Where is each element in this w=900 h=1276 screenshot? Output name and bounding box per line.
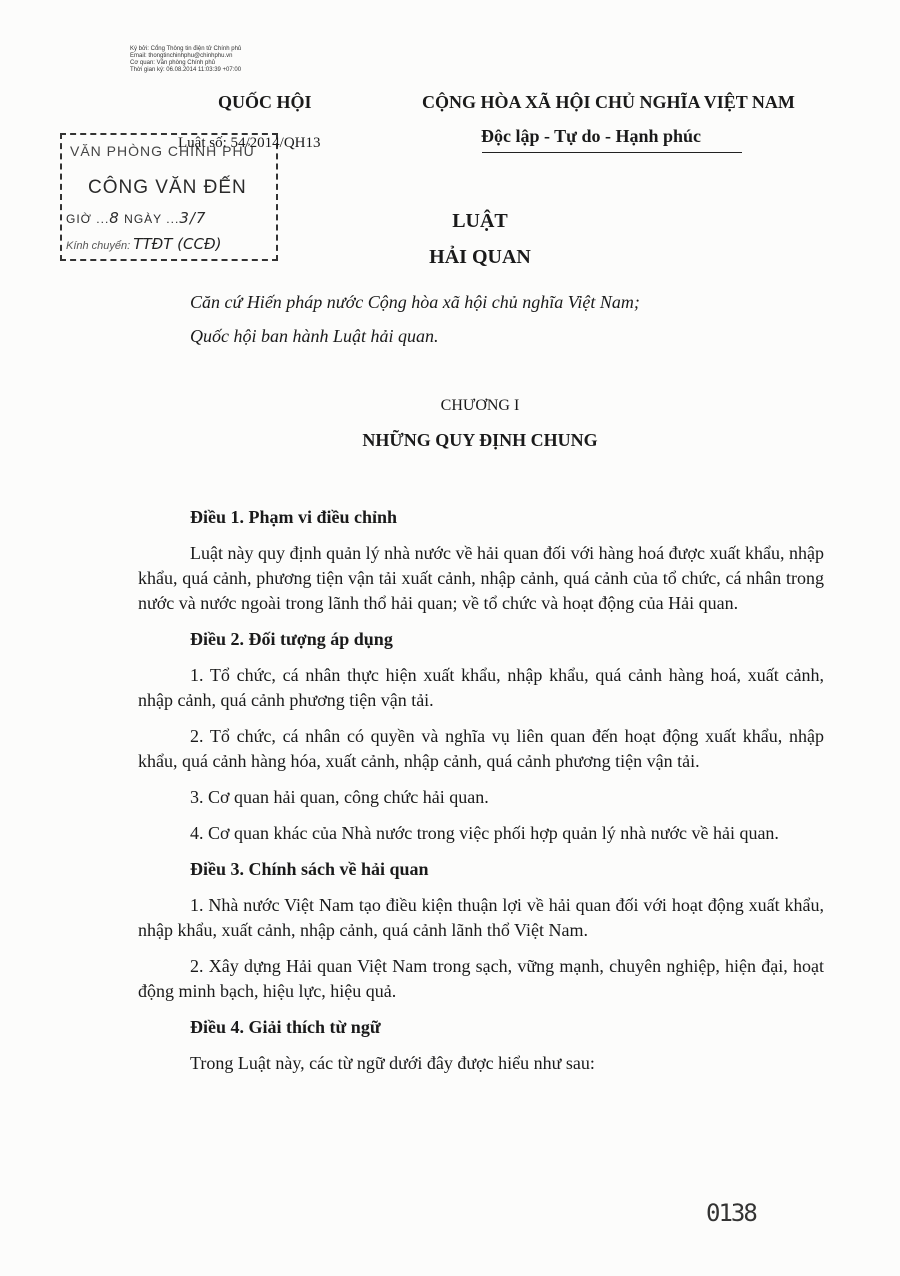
digital-signature-block: [130, 46, 241, 74]
preamble-line: Quốc hội ban hành Luật hải quan.: [190, 326, 439, 346]
article-title: Điều 4. Giải thích từ ngữ: [190, 1017, 381, 1037]
article-paragraph: Luật này quy định quản lý nhà nước về hải quan đối với hàng hoá được xuất khẩu, nhập khẩu, quá cảnh, phương tiện vận tải xuất cảnh, nhập cảnh, quá cảnh của tổ chức, cá nhân trong nước và nước ngoài trong lãnh thổ hải quan; về tổ chức và hoạt động của Hải quan.: [138, 543, 824, 613]
article-title: Điều 2. Đối tượng áp dụng: [190, 629, 393, 649]
stamp-date-value: 3/7: [179, 209, 207, 227]
signature-signer: Ký bởi: Cổng Thông tin điện tử Chính phủ: [130, 46, 242, 52]
country-name: CỘNG HÒA XÃ HỘI CHỦ NGHĨA VIỆT NAM: [422, 92, 795, 112]
article-paragraph: 4. Cơ quan khác của Nhà nước trong việc phối hợp quản lý nhà nước về hải quan.: [190, 823, 779, 843]
page-number: 0138: [706, 1199, 756, 1227]
issuing-agency: QUỐC HỘI: [218, 92, 312, 112]
stamp-label: CÔNG VĂN ĐẾN: [88, 177, 247, 198]
article-paragraph: 3. Cơ quan hải quan, công chức hải quan.: [190, 787, 489, 807]
article-paragraph: 1. Nhà nước Việt Nam tạo điều kiện thuận lợi về hải quan đối với hoạt động xuất khẩu, nhập khẩu, xuất cảnh, nhập cảnh, quá cảnh lãnh thổ Việt Nam.: [138, 895, 824, 940]
document-type: LUẬT: [452, 210, 508, 232]
chapter-number: CHƯƠNG I: [440, 397, 520, 414]
stamp-hour-value: 8: [109, 209, 120, 227]
stamp-route-value: TTĐT (CCĐ): [133, 235, 222, 253]
article-paragraph: 2. Xây dựng Hải quan Việt Nam trong sạch, vững mạnh, chuyên nghiệp, hiện đại, hoạt động minh bạch, hiệu lực, hiệu quả.: [138, 956, 824, 1001]
stamp-office: VĂN PHÒNG CHÍNH PHỦ: [70, 143, 255, 159]
article-paragraph: 2. Tổ chức, cá nhân có quyền và nghĩa vụ liên quan đến hoạt động xuất khẩu, nhập khẩu, quá cảnh hàng hóa, xuất cảnh, nhập cảnh, quá cảnh phương tiện vận tải.: [138, 726, 824, 771]
national-motto: Độc lập - Tự do - Hạnh phúc: [481, 126, 702, 146]
article-title: Điều 1. Phạm vi điều chỉnh: [190, 507, 398, 527]
preamble-line: Căn cứ Hiến pháp nước Cộng hòa xã hội chủ nghĩa Việt Nam;: [190, 292, 640, 312]
article-paragraph: Trong Luật này, các từ ngữ dưới đây được hiểu như sau:: [190, 1053, 595, 1073]
document-name: HẢI QUAN: [429, 246, 531, 268]
motto-underline: [482, 152, 742, 153]
articles-body: [138, 505, 824, 1076]
article-paragraph: 1. Tổ chức, cá nhân thực hiện xuất khẩu, nhập khẩu, quá cảnh hàng hoá, xuất cảnh, nhập cảnh, quá cảnh phương tiện vận tải.: [138, 665, 824, 710]
received-stamp: [60, 133, 278, 261]
signature-email: Email: thongtinchinhphu@chinhphu.vn: [130, 53, 233, 59]
article-title: Điều 3. Chính sách về hải quan: [190, 859, 429, 879]
law-number: Luật số: 54/2014/QH13: [178, 135, 321, 151]
chapter-title: NHỮNG QUY ĐỊNH CHUNG: [362, 430, 598, 450]
stamp-date-label: NGÀY ...: [119, 212, 180, 226]
stamp-route-label: Kính chuyển:: [66, 240, 131, 252]
stamp-hour-label: GIỜ ...: [66, 212, 110, 226]
signature-time: Thời gian ký: 06.08.2014 11:03:39 +07:00: [130, 67, 242, 73]
signature-agency: Cơ quan: Văn phòng Chính phủ: [130, 60, 215, 66]
